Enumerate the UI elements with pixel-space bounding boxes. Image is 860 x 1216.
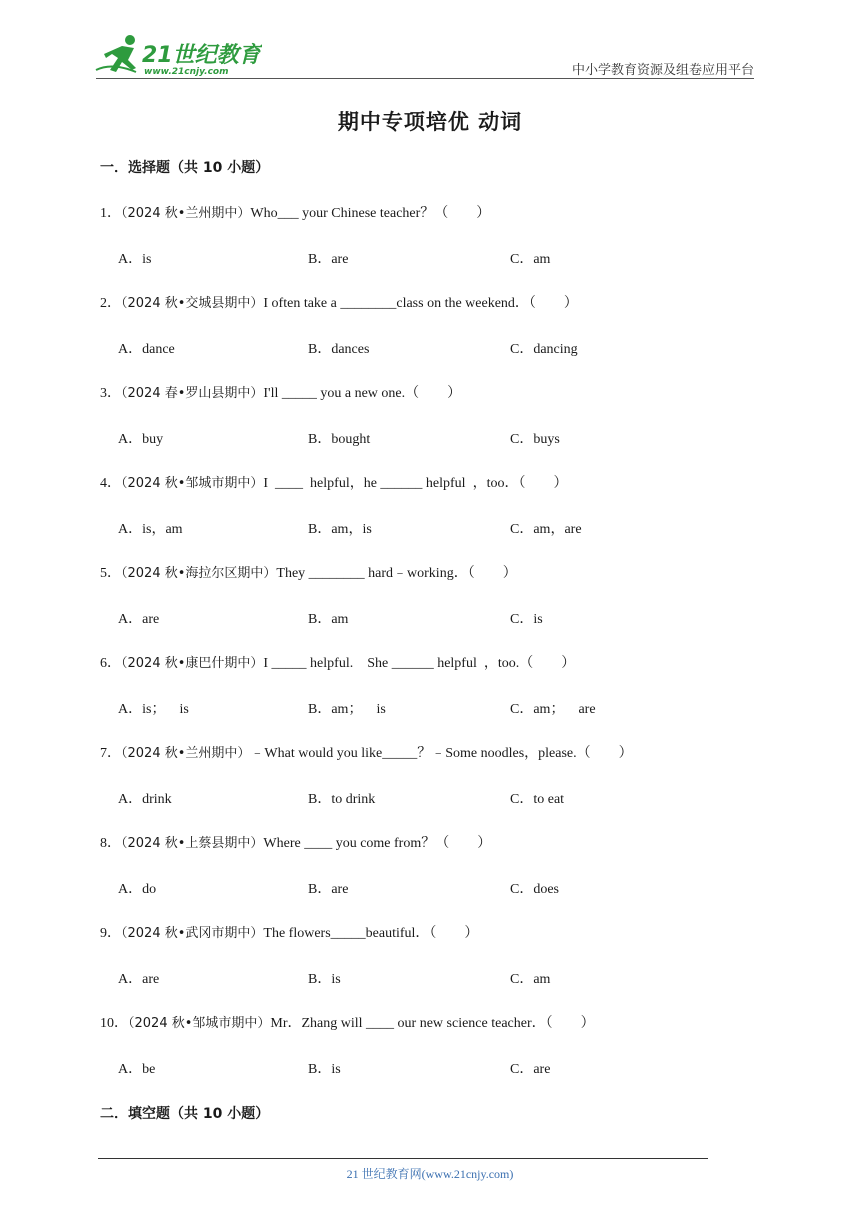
- question-source: （2024 秋•邹城市期中）: [128, 1016, 271, 1031]
- option-c: C．to eat: [510, 792, 565, 807]
- option-a: A．are: [118, 972, 160, 987]
- question-2: [100, 292, 578, 312]
- question-6: [100, 652, 575, 672]
- page-header: [0, 0, 860, 90]
- question-8: [100, 832, 491, 852]
- question-source: （2024 秋•交城县期中）: [121, 296, 264, 311]
- question-number: 9．: [100, 926, 121, 941]
- question-source: （2024 秋•兰州期中）: [121, 206, 251, 221]
- option-b: B．to drink: [308, 792, 376, 807]
- question-text: They ________ hard﹣working．（ ）: [276, 566, 517, 581]
- question-10: [100, 1012, 595, 1032]
- page-title: 期中专项培优 动词: [337, 110, 523, 134]
- option-b: B．is: [308, 972, 341, 987]
- question-number: 6．: [100, 656, 121, 671]
- question-source: （2024 秋•上蔡县期中）: [121, 836, 264, 851]
- question-text: The flowers_____beautiful．（ ）: [263, 926, 479, 941]
- question-text: I often take a ________class on the weekend．（ ）: [263, 296, 578, 311]
- question-source: （2024 秋•海拉尔区期中）: [121, 566, 277, 581]
- option-c: C．am，are: [510, 522, 582, 537]
- question-source: （2024 秋•武冈市期中）: [121, 926, 264, 941]
- option-a: A．drink: [118, 792, 172, 807]
- option-a: A．is，am: [118, 522, 183, 537]
- question-source: （2024 秋•邹城市期中）: [121, 476, 264, 491]
- option-b: B．is: [308, 1062, 341, 1077]
- question-number: 1．: [100, 206, 121, 221]
- question-source: （2024 秋•康巴什期中）: [121, 656, 264, 671]
- option-c: C．am: [510, 252, 551, 267]
- option-b: B．are: [308, 882, 349, 897]
- option-b: B．am: [308, 612, 349, 627]
- question-number: 8．: [100, 836, 121, 851]
- question-1: [100, 202, 490, 222]
- header-platform-text: 中小学教育资源及组卷应用平台: [571, 63, 754, 78]
- question-number: 2．: [100, 296, 121, 311]
- section-heading-choice: 一．选择题（共 10 小题）: [100, 160, 270, 176]
- question-source: （2024 秋•兰州期中）: [121, 746, 251, 761]
- option-a: A．are: [118, 612, 160, 627]
- question-text: I _____ helpful. She ______ helpful ，too.（ ）: [263, 656, 576, 671]
- question-text: I'll _____ you a new one.（ ）: [263, 386, 462, 401]
- question-3: [100, 382, 461, 402]
- option-b: B．dances: [308, 342, 370, 357]
- logo-text: 21世纪教育: [142, 43, 261, 68]
- option-c: C．are: [510, 1062, 551, 1077]
- question-number: 10．: [100, 1016, 128, 1031]
- question-7: [100, 742, 633, 762]
- option-b: B．bought: [308, 432, 371, 447]
- section-heading-fill: 二．填空题（共 10 小题）: [100, 1106, 270, 1122]
- option-a: A．is: [118, 252, 152, 267]
- option-c: C．dancing: [510, 342, 578, 357]
- question-number: 3．: [100, 386, 121, 401]
- option-c: C．am: [510, 972, 551, 987]
- option-a: A．is； is: [118, 702, 189, 717]
- option-c: C．am； are: [510, 702, 596, 717]
- question-number: 5．: [100, 566, 121, 581]
- option-a: A．be: [118, 1062, 156, 1077]
- question-text: Who___ your Chinese teacher？（ ）: [250, 206, 491, 221]
- question-5: [100, 562, 517, 582]
- question-4: [100, 472, 567, 492]
- option-c: C．does: [510, 882, 559, 897]
- footer-text: 21 世纪教育网(www.21cnjy.com): [346, 1167, 514, 1181]
- question-number: 4．: [100, 476, 121, 491]
- question-text: Mr．Zhang will ____ our new science teacher．（ ）: [270, 1016, 595, 1031]
- option-c: C．is: [510, 612, 543, 627]
- option-b: B．am； is: [308, 702, 386, 717]
- option-a: A．dance: [118, 342, 175, 357]
- site-logo: [92, 32, 262, 82]
- option-a: A．do: [118, 882, 157, 897]
- option-a: A．buy: [118, 432, 164, 447]
- option-b: B．am，is: [308, 522, 372, 537]
- question-text: ﹣What would you like_____？﹣Some noodles，please.（ ）: [250, 746, 633, 761]
- option-b: B．are: [308, 252, 349, 267]
- option-c: C．buys: [510, 432, 560, 447]
- logo-url: www.21cnjy.com: [144, 67, 229, 77]
- question-text: I ____ helpful，he ______ helpful ，too．（ ）: [263, 476, 568, 491]
- question-text: Where ____ you come from？（ ）: [263, 836, 492, 851]
- footer-divider: [98, 1158, 708, 1159]
- question-number: 7．: [100, 746, 121, 761]
- question-source: （2024 春•罗山县期中）: [121, 386, 264, 401]
- header-divider: [96, 78, 754, 79]
- question-9: [100, 922, 478, 942]
